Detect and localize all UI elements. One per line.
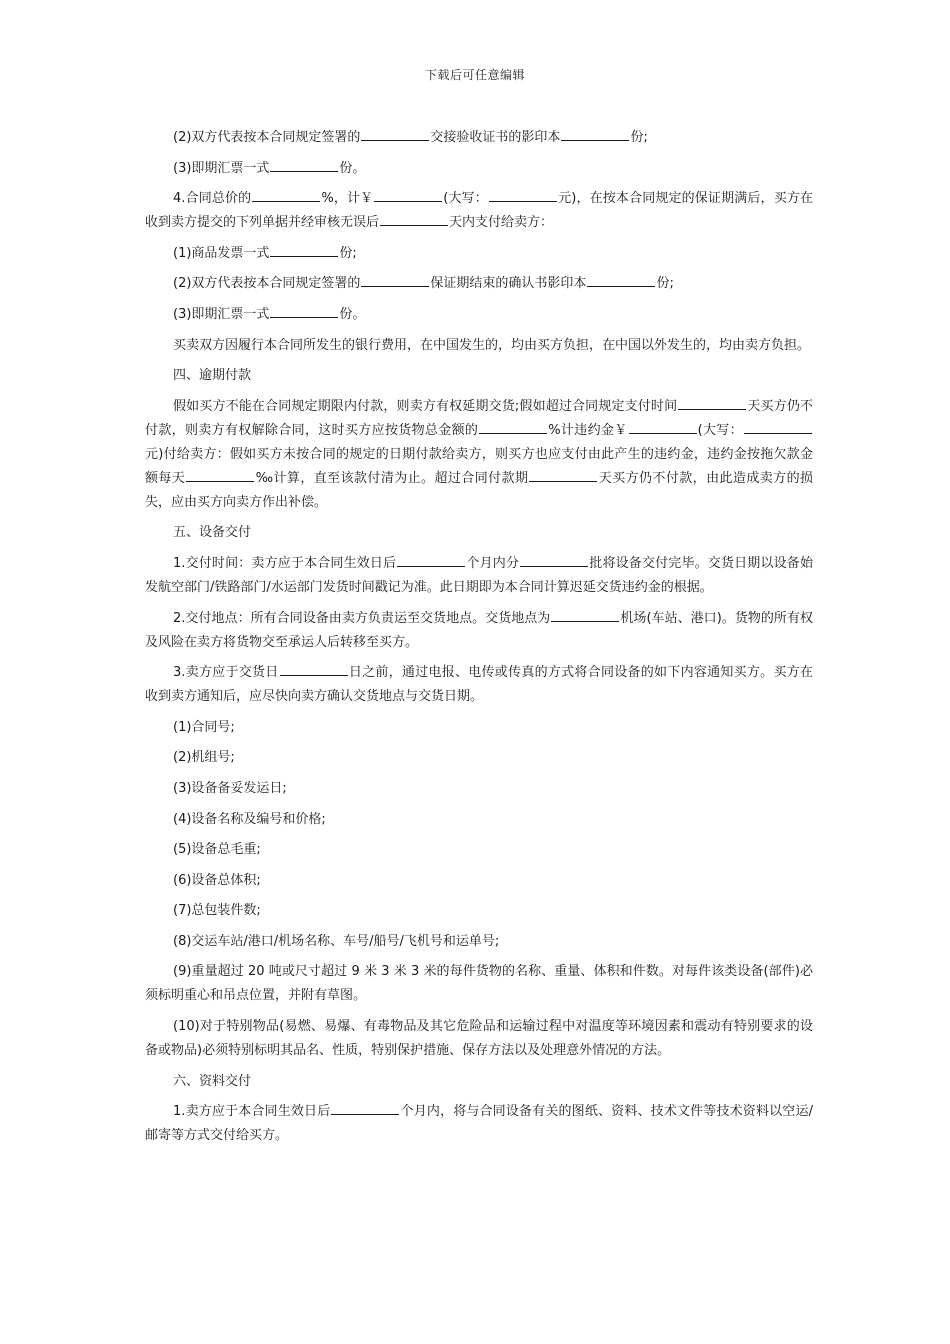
fill-in-blank xyxy=(678,395,746,410)
paragraph-text: (3)即期汇票一式 xyxy=(173,306,270,322)
paragraph-text: (4)设备名称及编号和价格; xyxy=(173,811,326,827)
paragraph-text: (大写： xyxy=(443,191,488,207)
document-paragraph xyxy=(145,187,813,235)
document-paragraph xyxy=(145,157,813,181)
paragraph-text: 个月内，将与合同设备有关的图纸、资料、技术文件等技术资料以空运/邮寄等方式交付给买方。 xyxy=(145,1104,813,1144)
paragraph-text: 元)，在按本合同规定的保证期满后，买方在收到卖方提交的下列单据并经审核无误后 xyxy=(145,191,813,231)
document-paragraph xyxy=(145,607,813,655)
document-paragraph xyxy=(145,930,813,954)
paragraph-text: 份; xyxy=(630,130,648,145)
paragraph-text: (2)双方代表按本合同规定签署的 xyxy=(173,130,361,145)
paragraph-text: (1)合同号; xyxy=(173,719,235,735)
fill-in-blank xyxy=(629,419,697,434)
paragraph-text: (1)商品发票一式 xyxy=(173,245,270,261)
paragraph-text: 保证期结束的确认书影印本 xyxy=(430,276,587,292)
document-paragraph xyxy=(145,838,813,862)
fill-in-blank xyxy=(529,467,597,482)
fill-in-blank xyxy=(744,419,812,434)
paragraph-text: 1.卖方应于本合同生效日后 xyxy=(173,1104,331,1120)
fill-in-blank xyxy=(361,126,429,141)
paragraph-text: ‰计算，直至该款付清为止。超过合同付款期 xyxy=(255,470,529,486)
document-paragraph xyxy=(145,716,813,740)
paragraph-text: 交接验收证书的影印本 xyxy=(430,130,561,145)
paragraph-text: 份; xyxy=(339,245,357,261)
paragraph-text: 日之前，通过电报、电传或传真的方式将合同设备的如下内容通知买方。买方在收到卖方通知后，应尽快向卖方确认交货地点与交货日期。 xyxy=(145,665,813,705)
paragraph-text: 五、设备交付 xyxy=(173,525,252,541)
fill-in-blank xyxy=(270,242,338,257)
fill-in-blank xyxy=(479,419,547,434)
fill-in-blank xyxy=(270,303,338,318)
document-paragraph xyxy=(145,242,813,266)
fill-in-blank xyxy=(252,187,320,202)
fill-in-blank xyxy=(551,607,619,622)
paragraph-text: (2)双方代表按本合同规定签署的 xyxy=(173,276,361,292)
document-body xyxy=(145,126,813,1155)
paragraph-text: %计违约金￥ xyxy=(548,422,628,438)
fill-in-blank xyxy=(270,157,338,172)
paragraph-text: 假如买方不能在合同规定期限内付款，则卖方有权延期交货;假如超过合同规定支付时间 xyxy=(173,398,678,414)
fill-in-blank xyxy=(374,187,442,202)
paragraph-text: 3.卖方应于交货日 xyxy=(173,665,279,681)
paragraph-text: 买卖双方因履行本合同所发生的银行费用，在中国发生的，均由买方负担，在中国以外发生的，均由卖方负担。 xyxy=(173,337,811,353)
paragraph-text: 个月内分 xyxy=(466,555,520,571)
paragraph-text: %，计￥ xyxy=(321,191,374,207)
document-paragraph xyxy=(145,272,813,296)
document-paragraph xyxy=(145,126,813,150)
section-heading xyxy=(145,364,813,388)
paragraph-text: 天买方仍不付款，则卖方有权解除合同，这时买方应按货物总金额的 xyxy=(145,398,813,438)
fill-in-blank xyxy=(489,187,557,202)
document-paragraph xyxy=(145,777,813,801)
paragraph-text: (3)即期汇票一式 xyxy=(173,160,270,176)
paragraph-text: 份。 xyxy=(339,306,366,322)
paragraph-text: 批将设备交付完毕。交货日期以设备始发航空部门/铁路部门/水运部门发货时间戳记为准。此日期即为本合同计算迟延交货违约金的根据。 xyxy=(145,555,813,595)
paragraph-text: (6)设备总体积; xyxy=(173,872,261,888)
paragraph-text: 六、资料交付 xyxy=(173,1073,252,1089)
paragraph-text: 份; xyxy=(656,276,674,292)
document-paragraph xyxy=(145,960,813,1008)
fill-in-blank xyxy=(361,272,429,287)
document-paragraph xyxy=(145,869,813,893)
paragraph-text: 机场(车站、港口)。货物的所有权及风险在卖方将货物交至承运人后转移至买方。 xyxy=(145,610,813,650)
document-paragraph xyxy=(145,1100,813,1148)
document-paragraph xyxy=(145,661,813,709)
document-paragraph xyxy=(145,395,813,515)
paragraph-text: 天买方仍不付款，由此造成卖方的损失，应由买方向卖方作出补偿。 xyxy=(145,470,813,510)
paragraph-text: 2.交付地点：所有合同设备由卖方负责运至交货地点。交货地点为 xyxy=(173,610,551,626)
paragraph-text: 4.合同总价的 xyxy=(173,191,252,207)
fill-in-blank xyxy=(380,211,448,226)
document-paragraph xyxy=(145,746,813,770)
document-paragraph xyxy=(145,334,813,358)
fill-in-blank xyxy=(186,467,254,482)
fill-in-blank xyxy=(561,126,629,141)
section-heading xyxy=(145,1070,813,1094)
paragraph-text: 天内支付给卖方： xyxy=(449,215,554,231)
document-paragraph xyxy=(145,808,813,832)
paragraph-text: (2)机组号; xyxy=(173,750,235,766)
paragraph-text: (大写： xyxy=(697,422,743,438)
page-header: 下载后可任意编辑 xyxy=(424,68,525,82)
fill-in-blank xyxy=(520,552,588,567)
paragraph-text: (7)总包装件数; xyxy=(173,903,261,919)
paragraph-text: (9)重量超过 20 吨或尺寸超过 9 米 3 米 3 米的每件货物的名称、重量、体积和件数。对每件该类设备(部件)必须标明重心和吊点位置，并附有草图。 xyxy=(145,964,813,1004)
document-paragraph xyxy=(145,552,813,600)
paragraph-text: 1.交付时间：卖方应于本合同生效日后 xyxy=(173,555,397,571)
paragraph-text: (5)设备总毛重; xyxy=(173,842,261,858)
fill-in-blank xyxy=(280,661,348,676)
fill-in-blank xyxy=(587,272,655,287)
fill-in-blank xyxy=(331,1100,399,1115)
paragraph-text: (3)设备备妥发运日; xyxy=(173,780,287,796)
document-paragraph xyxy=(145,303,813,327)
paragraph-text: (8)交运车站/港口/机场名称、车号/船号/飞机号和运单号; xyxy=(173,933,500,949)
section-heading xyxy=(145,521,813,545)
paragraph-text: 份。 xyxy=(339,160,366,176)
paragraph-text: 四、逾期付款 xyxy=(173,368,252,384)
fill-in-blank xyxy=(397,552,465,567)
document-paragraph xyxy=(145,1015,813,1063)
paragraph-text: (10)对于特别物品(易燃、易爆、有毒物品及其它危险品和运输过程中对温度等环境因素和震动有特别要求的设备或物品)必须特别标明其品名、性质，特别保护措施、保存方法以及处理意外情况的方法。 xyxy=(145,1019,813,1059)
document-paragraph xyxy=(145,899,813,923)
paragraph-text: 元)付给卖方：假如买方未按合同的规定的日期付款给卖方，则买方也应支付由此产生的违约金，违约金按拖欠款金额每天 xyxy=(145,446,813,486)
